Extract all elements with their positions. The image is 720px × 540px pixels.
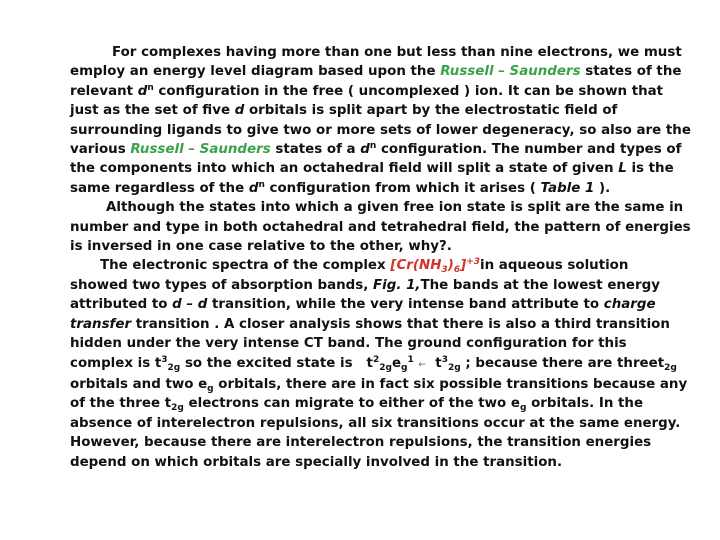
subscript: 2g	[447, 362, 461, 373]
document-text	[70, 43, 691, 472]
text-line	[70, 237, 670, 256]
text-line	[70, 276, 670, 295]
superscript: 3	[161, 354, 168, 365]
text-line	[70, 82, 670, 101]
d-symbol: d	[360, 142, 370, 158]
text-line	[70, 295, 670, 314]
d-symbol: d	[137, 83, 148, 99]
text-line	[70, 121, 691, 140]
table-reference: Table 1	[540, 180, 595, 196]
text-run: attributed to	[70, 297, 168, 313]
text-line	[70, 375, 688, 394]
text-line	[70, 354, 677, 375]
paragraph-2	[70, 198, 691, 256]
text-line	[70, 256, 670, 275]
text-run: depend on which orbitals are specially involved in the transition.	[70, 454, 563, 470]
text-run: relevant	[70, 83, 134, 99]
text-run: configuration from which it arises (	[269, 180, 536, 196]
text-run: number and type in both octahedral and tetrahedral field, the pattern of energies	[70, 219, 691, 235]
text-line	[70, 101, 670, 120]
text-run: orbitals, there are in fact six possible transitions because any	[218, 376, 688, 392]
text-run: employ an energy level diagram based upon the	[70, 64, 436, 80]
text-line	[70, 315, 670, 334]
text-run: surrounding ligands to give two or more sets of lower degeneracy, so also are the	[70, 122, 691, 138]
subscript: 2g	[379, 362, 392, 373]
orbital-symbol: e	[391, 355, 402, 371]
text-run: orbitals and two e	[70, 376, 208, 392]
text-run: is the	[631, 161, 674, 177]
subscript: 2g	[171, 403, 184, 414]
text-line	[70, 43, 682, 62]
d-symbol: d	[234, 103, 245, 119]
text-run: so the excited state is	[184, 355, 353, 371]
formula-part: )	[447, 258, 454, 274]
l-symbol: L	[618, 161, 627, 177]
text-run: ).	[599, 180, 611, 196]
text-run: The electronic spectra of the complex	[100, 258, 386, 274]
subscript: 2g	[664, 362, 677, 373]
text-line	[70, 453, 670, 472]
text-line	[70, 140, 682, 159]
russell-saunders-term: Russell – Saunders	[130, 142, 271, 158]
superscript-n: n	[369, 141, 377, 152]
orbital-symbol: t	[435, 355, 442, 371]
subscript: 2g	[167, 362, 181, 373]
text-run: configuration in the free ( uncomplexed ) ion. It can be shown that	[158, 83, 664, 99]
text-run: same regardless of the	[70, 180, 245, 196]
orbital-symbol: t	[366, 355, 373, 371]
text-line	[70, 433, 670, 452]
formula-part: [Cr(NH	[390, 258, 442, 274]
text-line	[70, 159, 674, 178]
subscript: g	[519, 403, 527, 414]
paragraph-1	[70, 43, 691, 198]
text-run: various	[70, 142, 126, 158]
text-line	[70, 414, 681, 433]
superscript-n: n	[258, 179, 265, 190]
orbital-symbol: t	[657, 355, 665, 371]
text-run: electrons can migrate to either of the two e	[188, 396, 520, 412]
text-run: The bands at the lowest energy	[420, 277, 660, 293]
text-run: configuration. The number and types of	[380, 142, 682, 158]
text-run: showed two types of absorption bands,	[70, 277, 369, 293]
russell-saunders-term: Russell – Saunders	[440, 64, 581, 80]
complex-formula	[390, 257, 481, 276]
subscript: 6	[453, 265, 461, 276]
text-run: states of the	[585, 64, 682, 80]
text-line	[70, 334, 670, 353]
text-run: in aqueous solution	[480, 258, 629, 274]
subscript: 3	[441, 265, 448, 276]
text-run: However, because there are interelectron repulsions, the transition energies	[70, 435, 652, 451]
text-run: complex is t	[70, 355, 162, 371]
text-run: absence of interelectron repulsions, all six transitions occur at the same energy.	[70, 415, 681, 431]
text-run: of the three t	[70, 396, 172, 412]
subscript: g	[401, 362, 408, 373]
text-run: states of a	[275, 142, 356, 158]
text-run: just as the set of five	[70, 103, 231, 119]
superscript: 1	[407, 354, 414, 365]
text-run: orbitals. In the	[531, 396, 644, 412]
subscript: g	[207, 383, 214, 394]
figure-reference: Fig. 1,	[373, 277, 421, 293]
text-run: For complexes having more than one but less than nine electrons, we must	[112, 45, 682, 60]
text-run: ; because there are three	[465, 355, 658, 371]
text-run: Although the states into which a given free ion state is split are the same in	[106, 200, 684, 216]
transfer-term: transfer	[70, 316, 132, 332]
d-symbol: d	[248, 180, 259, 196]
text-line	[70, 62, 682, 81]
superscript: 2	[372, 354, 380, 365]
text-line	[70, 218, 691, 237]
text-run: orbitals is split apart by the electrostatic field of	[248, 103, 618, 119]
charge-term: charge	[603, 297, 656, 313]
paragraph-3	[70, 256, 688, 471]
d-d-term: d – d	[172, 297, 208, 313]
text-line	[70, 179, 670, 198]
text-line	[70, 394, 670, 413]
left-arrow-icon: ←	[418, 359, 426, 370]
formula-part: ]	[460, 258, 467, 274]
text-run: transition . A closer analysis shows that there is also a third transition	[135, 316, 670, 332]
text-run: is inversed in one case relative to the other, why?.	[70, 239, 452, 255]
charge-superscript: +3	[466, 257, 481, 268]
text-run: hidden under the very intense CT band. The ground configuration for this	[70, 336, 627, 352]
text-run: the components into which an octahedral field will split a state of given	[70, 161, 614, 177]
superscript: 3	[441, 354, 448, 365]
superscript-n: n	[147, 82, 154, 93]
text-run: transition, while the very intense band attribute to	[212, 297, 600, 313]
text-line	[70, 198, 684, 217]
